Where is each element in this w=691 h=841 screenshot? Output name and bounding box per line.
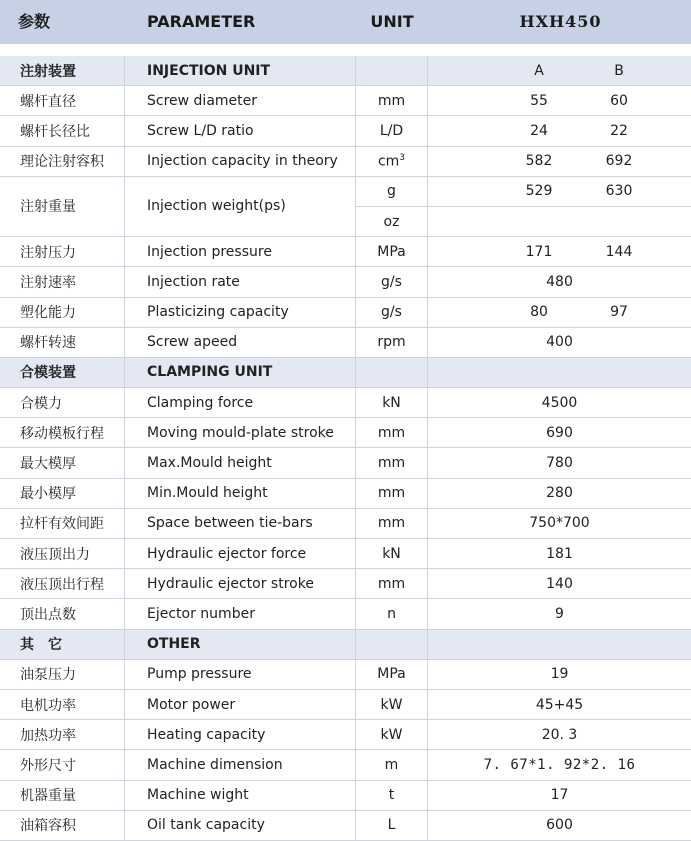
table-row	[0, 237, 691, 267]
table-row	[0, 418, 691, 448]
unit-cell	[356, 750, 428, 779]
table-row	[0, 147, 691, 177]
unit-value: L/D	[379, 122, 404, 139]
unit-cell	[356, 811, 428, 840]
table-row	[0, 328, 691, 358]
unit-cell	[356, 509, 428, 538]
chinese-label: 注射装置	[0, 56, 125, 85]
parameter-name: Space between tie-bars	[125, 509, 356, 538]
unit-cell	[356, 418, 428, 447]
unit-value: L	[387, 817, 396, 834]
table-row	[0, 177, 691, 237]
table-row	[0, 720, 691, 750]
unit-value: kN	[382, 394, 401, 411]
value-single: 17	[550, 787, 569, 804]
table-row	[0, 750, 691, 780]
unit-value: n	[387, 605, 396, 622]
parameter-name: Screw apeed	[125, 328, 356, 357]
value-a: 55	[530, 92, 548, 109]
chinese-label: 螺杆长径比	[0, 116, 125, 145]
unit-value: kW	[380, 696, 403, 713]
value-single: 4500	[541, 394, 578, 411]
parameter-name: Injection pressure	[125, 237, 356, 266]
table-row	[0, 539, 691, 569]
unit-cell	[356, 539, 428, 568]
value-cell	[428, 418, 691, 447]
chinese-label: 合模力	[0, 388, 125, 417]
value-a: A	[534, 62, 544, 79]
value-single: 19	[550, 666, 569, 683]
table-row	[0, 599, 691, 629]
value-cell	[428, 811, 691, 840]
unit-cell	[356, 630, 428, 659]
parameter-name: Pump pressure	[125, 660, 356, 689]
value-single: 600	[546, 817, 573, 834]
table-row	[0, 479, 691, 509]
unit-cell	[356, 781, 428, 810]
parameter-name: Max.Mould height	[125, 448, 356, 477]
value-cell	[428, 267, 691, 296]
chinese-label: 最大模厚	[0, 448, 125, 477]
unit-cell	[356, 690, 428, 719]
value-b: B	[614, 62, 624, 79]
chinese-label: 螺杆转速	[0, 328, 125, 357]
chinese-label: 电机功率	[0, 690, 125, 719]
table-header	[0, 0, 691, 44]
parameter-name: CLAMPING UNIT	[125, 358, 356, 387]
unit-cell	[356, 660, 428, 689]
chinese-label: 机器重量	[0, 781, 125, 810]
parameter-name: Screw diameter	[125, 86, 356, 115]
table-row	[0, 781, 691, 811]
value-b: 22	[610, 122, 628, 139]
header-chinese-label: 参数	[18, 12, 51, 31]
value-cell	[428, 720, 691, 749]
chinese-label: 加热功率	[0, 720, 125, 749]
unit-cell	[356, 479, 428, 508]
chinese-label: 油泵压力	[0, 660, 125, 689]
unit-value: mm	[377, 92, 406, 109]
value-cell	[428, 569, 691, 598]
value-pair	[428, 86, 691, 115]
value-single: 400	[546, 334, 573, 351]
value-pair	[428, 177, 691, 206]
value-single: 20. 3	[541, 726, 578, 743]
chinese-label: 外形尺寸	[0, 750, 125, 779]
unit-value: rpm	[377, 334, 406, 351]
unit-cell	[356, 86, 428, 115]
value-pair	[428, 56, 691, 85]
value-cell	[428, 539, 691, 568]
value-cell	[428, 298, 691, 327]
value-a: 80	[530, 304, 548, 321]
chinese-label: 注射速率	[0, 267, 125, 296]
table-row	[0, 298, 691, 328]
chinese-label: 移动模板行程	[0, 418, 125, 447]
value-pair	[428, 237, 691, 266]
unit-cell	[356, 298, 428, 327]
parameter-name: Oil tank capacity	[125, 811, 356, 840]
parameter-name: OTHER	[125, 630, 356, 659]
unit-value: MPa	[377, 666, 406, 683]
parameter-name: Injection weight(ps)	[125, 177, 356, 236]
chinese-label: 拉杆有效间距	[0, 509, 125, 538]
unit-value: mm	[377, 455, 406, 472]
value-cell	[428, 56, 691, 85]
parameter-name: Clamping force	[125, 388, 356, 417]
value-single: 45+45	[535, 696, 584, 713]
value-single: 7. 67*1. 92*2. 16	[483, 756, 636, 773]
unit-cell	[356, 328, 428, 357]
value-cell	[428, 237, 691, 266]
table-row	[0, 660, 691, 690]
unit-value: g	[387, 183, 396, 200]
parameter-name: Ejector number	[125, 599, 356, 628]
table-row	[0, 86, 691, 116]
unit-value: mm	[377, 424, 406, 441]
unit-cell	[356, 147, 428, 176]
value-b: 97	[610, 304, 628, 321]
unit-value: mm	[377, 575, 406, 592]
value-cell	[428, 328, 691, 357]
value-cell	[428, 690, 691, 719]
header-parameter: PARAMETER	[147, 12, 256, 31]
section-row	[0, 630, 691, 660]
value-cell	[428, 116, 691, 145]
parameter-name: Machine dimension	[125, 750, 356, 779]
value-cell	[428, 388, 691, 417]
chinese-label: 螺杆直径	[0, 86, 125, 115]
parameter-name: Screw L/D ratio	[125, 116, 356, 145]
value-b: 60	[610, 92, 628, 109]
unit-value: $cm^3$	[377, 152, 406, 170]
chinese-label: 合模装置	[0, 358, 125, 387]
table-row	[0, 267, 691, 297]
table-row	[0, 388, 691, 418]
parameter-name: Heating capacity	[125, 720, 356, 749]
section-row	[0, 56, 691, 86]
value-pair	[428, 147, 691, 176]
chinese-label: 液压顶出力	[0, 539, 125, 568]
section-row	[0, 358, 691, 388]
parameter-name: Min.Mould height	[125, 479, 356, 508]
value-cell	[428, 660, 691, 689]
parameter-name: Plasticizing capacity	[125, 298, 356, 327]
table-row	[0, 116, 691, 146]
unit-value: t	[388, 787, 395, 804]
chinese-label: 注射重量	[0, 177, 125, 236]
value-single: 750*700	[529, 515, 590, 532]
value-cell	[428, 599, 691, 628]
unit-value: m	[384, 756, 399, 773]
unit-cell	[356, 177, 428, 236]
unit-value: mm	[377, 515, 406, 532]
unit-value: mm	[377, 485, 406, 502]
unit-value: g/s	[381, 304, 402, 321]
chinese-label: 塑化能力	[0, 298, 125, 327]
table-row	[0, 509, 691, 539]
value-single: 280	[546, 485, 573, 502]
unit-value: g/s	[381, 273, 402, 290]
parameter-name: Hydraulic ejector force	[125, 539, 356, 568]
value-pair	[428, 298, 691, 327]
value-a: 529	[525, 183, 553, 200]
table-row	[0, 811, 691, 841]
value-a: 171	[525, 243, 553, 260]
value-cell	[428, 509, 691, 538]
value-b: 692	[605, 153, 633, 170]
value-cell	[428, 448, 691, 477]
unit-cell	[356, 720, 428, 749]
parameter-name: Injection capacity in theory	[125, 147, 356, 176]
value-single: 181	[546, 545, 573, 562]
unit-cell	[356, 448, 428, 477]
chinese-label: 顶出点数	[0, 599, 125, 628]
table-row	[0, 569, 691, 599]
unit-cell	[356, 116, 428, 145]
chinese-label: 理论注射容积	[0, 147, 125, 176]
parameter-name: Moving mould-plate stroke	[125, 418, 356, 447]
header-model-name: HXH450	[519, 12, 602, 31]
parameter-name: INJECTION UNIT	[125, 56, 356, 85]
unit-cell	[356, 267, 428, 296]
unit-cell	[356, 569, 428, 598]
value-cell	[428, 479, 691, 508]
unit-superscript: 3	[399, 152, 406, 163]
table-row	[0, 448, 691, 478]
unit-cell	[356, 358, 428, 387]
unit-value-secondary: oz	[356, 206, 427, 236]
parameter-name: Machine wight	[125, 781, 356, 810]
value-single: 9	[555, 605, 564, 622]
value-b: 630	[605, 183, 633, 200]
parameter-name: Injection rate	[125, 267, 356, 296]
unit-value: kN	[382, 545, 401, 562]
value-empty	[428, 206, 691, 236]
value-b: 144	[605, 243, 633, 260]
parameter-name: Motor power	[125, 690, 356, 719]
value-pair	[428, 116, 691, 145]
header-unit: UNIT	[370, 12, 414, 31]
unit-cell	[356, 599, 428, 628]
table-row	[0, 690, 691, 720]
chinese-label: 液压顶出行程	[0, 569, 125, 598]
chinese-label: 注射压力	[0, 237, 125, 266]
chinese-label: 油箱容积	[0, 811, 125, 840]
value-a: 24	[530, 122, 548, 139]
unit-cell	[356, 388, 428, 417]
unit-value: MPa	[377, 243, 406, 260]
value-cell	[428, 630, 691, 659]
unit-value: kW	[380, 726, 403, 743]
spec-table	[0, 56, 691, 841]
chinese-label: 其 它	[0, 630, 125, 659]
value-cell	[428, 781, 691, 810]
value-cell	[428, 177, 691, 236]
unit-cell	[356, 237, 428, 266]
value-single: 780	[546, 455, 573, 472]
value-cell	[428, 147, 691, 176]
value-cell	[428, 86, 691, 115]
value-single: 690	[546, 424, 573, 441]
value-single: 140	[546, 575, 573, 592]
chinese-label: 最小模厚	[0, 479, 125, 508]
value-a: 582	[525, 153, 553, 170]
value-cell	[428, 750, 691, 779]
unit-cell	[356, 56, 428, 85]
parameter-name: Hydraulic ejector stroke	[125, 569, 356, 598]
value-single: 480	[546, 273, 573, 290]
value-cell	[428, 358, 691, 387]
